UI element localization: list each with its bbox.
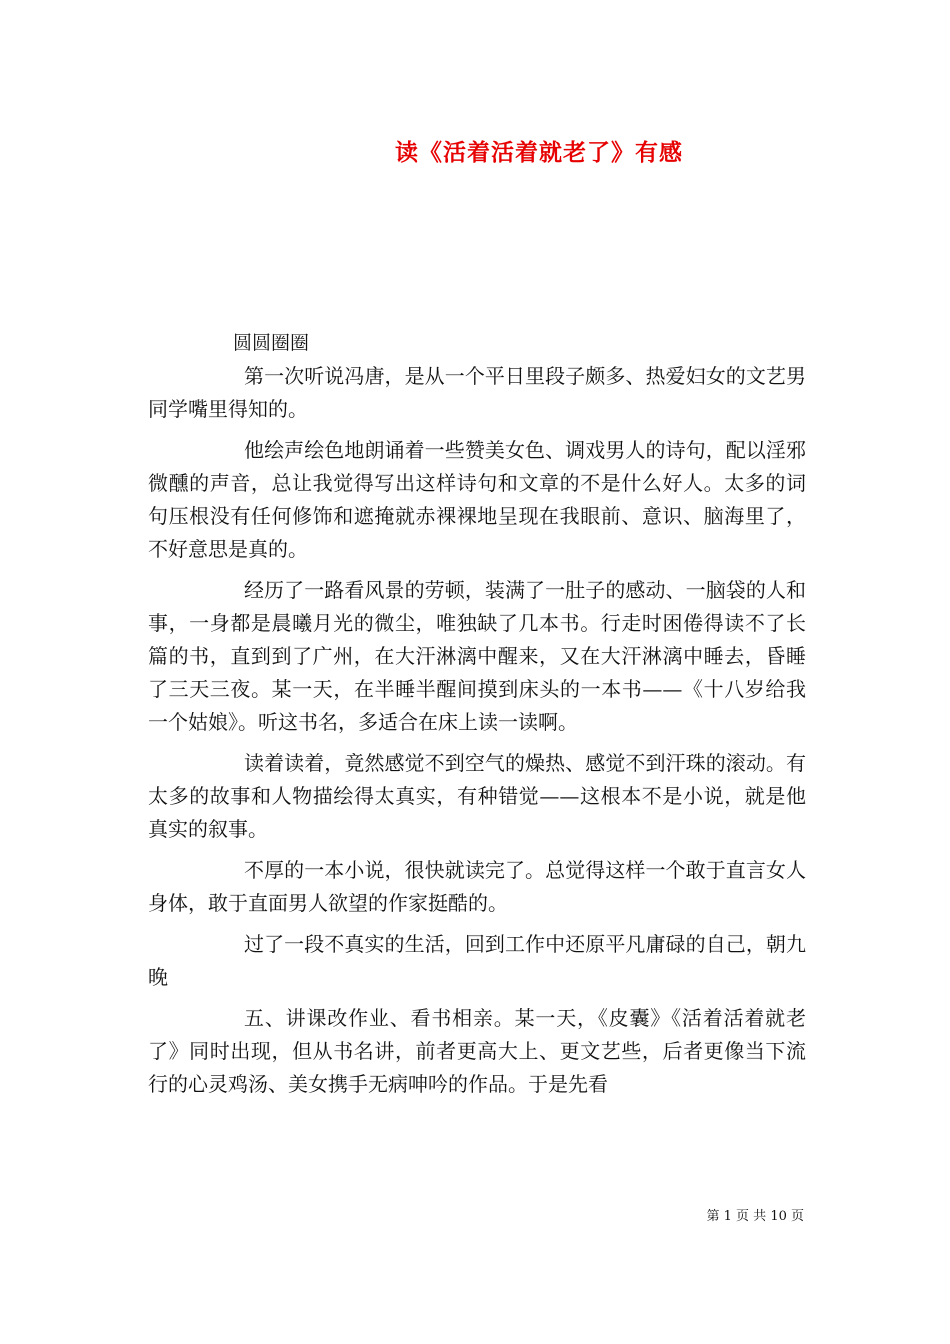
paragraph: 不厚的一本小说，很快就读完了。总觉得这样一个敢于直言女人身体，敢于直面男人欲望的作家挺酷的。 [148,858,806,915]
document-body [148,360,806,1109]
paragraph: 第一次听说冯唐，是从一个平日里段子颇多、热爱妇女的文艺男同学嘴里得知的。 [148,364,806,421]
paragraph: 经历了一路看风景的劳顿，装满了一肚子的感动、一脑袋的人和事，一身都是晨曦月光的微尘，唯独缺了几本书。行走时困倦得读不了长篇的书，直到到了广州，在大汗淋漓中醒来，又在大汗淋漓中睡去，昏睡了三天三夜。某一天，在半睡半醒间摸到床头的一本书——《十八岁给我一个姑娘》。听这书名，多适合在床上读一读啊。 [148,578,806,734]
page-number: 第 1 页 共 10 页 [706,1209,804,1224]
paragraph: 他绘声绘色地朗诵着一些赞美女色、调戏男人的诗句，配以淫邪微醺的声音，总让我觉得写出这样诗句和文章的不是什么好人。太多的词句压根没有任何修饰和遮掩就赤裸裸地呈现在我眼前、意识、脑海里了，不好意思是真的。 [148,438,806,561]
paragraph: 五、讲课改作业、看书相亲。某一天，《皮囊》《活着活着就老了》同时出现，但从书名讲，前者更高大上、更文艺些，后者更像当下流行的心灵鸡汤、美女携手无病呻吟的作品。于是先看 [148,1006,806,1096]
author-name: 圆圆圈圈 [233,332,310,354]
paragraph: 读着读着，竟然感觉不到空气的燥热、感觉不到汗珠的滚动。有太多的故事和人物描绘得太真实，有种错觉——这根本不是小说，就是他真实的叙事。 [148,751,806,841]
document-title: 读《活着活着就老了》有感 [395,139,683,166]
paragraph: 过了一段不真实的生活，回到工作中还原平凡庸碌的自己，朝九晚 [148,932,806,989]
